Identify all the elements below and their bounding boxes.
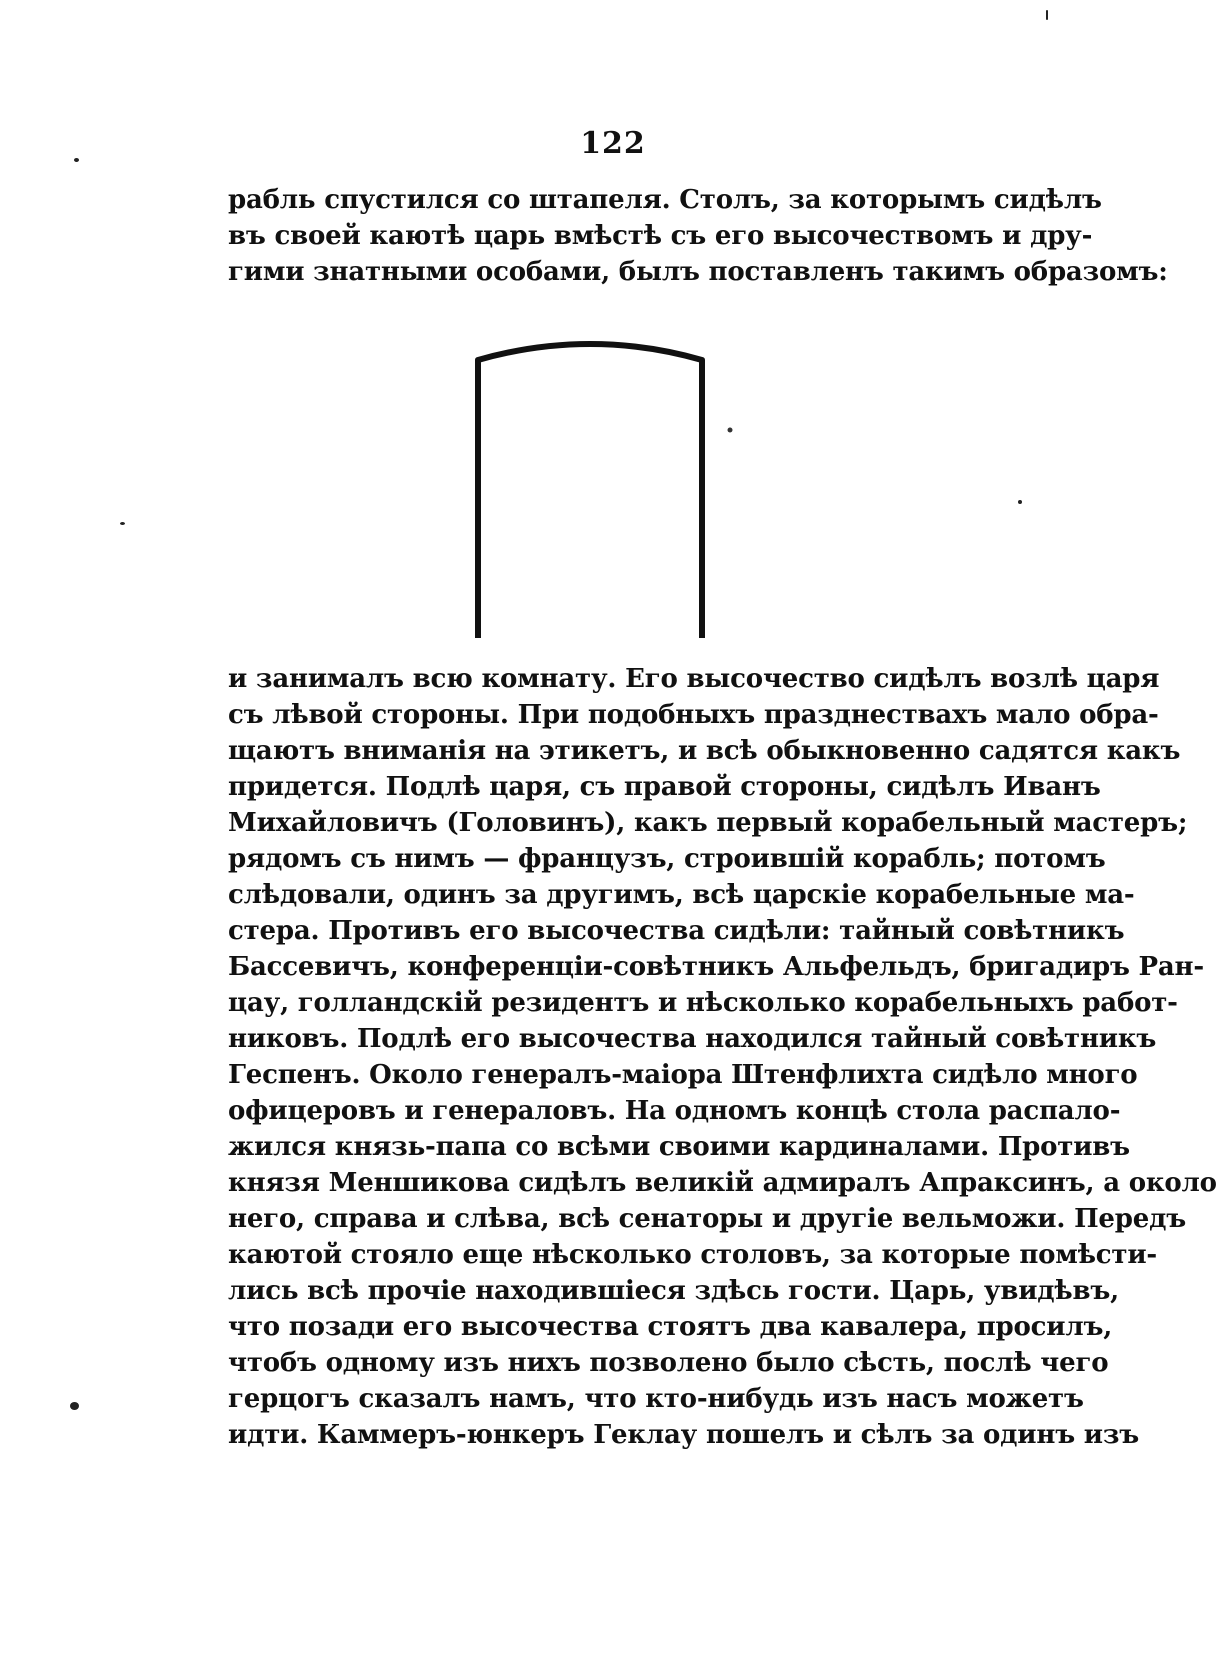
- paragraph-bottom: [228, 661, 1217, 1453]
- text-line: него, справа и слѣва, всѣ сенаторы и другіе вельможи. Передъ: [228, 1204, 1186, 1234]
- text-line: стера. Противъ его высочества сидѣли: тайный совѣтникъ: [228, 916, 1125, 946]
- text-line: герцогъ сказалъ намъ, что кто-нибудь изъ насъ можетъ: [228, 1384, 1084, 1414]
- text-line: въ своей каютѣ царь вмѣстѣ съ его высочествомъ и дру-: [228, 221, 1093, 251]
- table-outline-diagram-icon: [470, 320, 750, 640]
- text-line: щаютъ вниманія на этикетъ, и всѣ обыкновенно садятся какъ: [228, 736, 1181, 766]
- ink-speck: [74, 158, 79, 162]
- text-line: Бассевичъ, конференціи-совѣтникъ Альфельдъ, бригадиръ Ран-: [228, 952, 1204, 982]
- text-line: съ лѣвой стороны. При подобныхъ празднествахъ мало обра-: [228, 700, 1159, 730]
- text-line: офицеровъ и генераловъ. На одномъ концѣ стола распало-: [228, 1096, 1121, 1126]
- text-line: жился князь-папа со всѣми своими кардиналами. Противъ: [228, 1132, 1130, 1162]
- text-line: Геспенъ. Около генералъ-маіора Штенфлихта сидѣло много: [228, 1060, 1138, 1090]
- text-line: рабль спустился со штапеля. Столъ, за которымъ сидѣлъ: [228, 185, 1102, 215]
- ink-speck: [120, 522, 125, 525]
- text-line: слѣдовали, одинъ за другимъ, всѣ царскіе корабельные ма-: [228, 880, 1135, 910]
- page-number: 122: [580, 126, 646, 161]
- ink-speck: [70, 1402, 79, 1410]
- text-line: идти. Каммеръ-юнкеръ Геклау пошелъ и сѣлъ за одинъ изъ: [228, 1420, 1140, 1450]
- text-line: и занималъ всю комнату. Его высочество сидѣлъ возлѣ царя: [228, 664, 1160, 694]
- text-line: чтобъ одному изъ нихъ позволено было сѣсть, послѣ чего: [228, 1348, 1109, 1378]
- paragraph-top: [228, 182, 1168, 290]
- text-line: гими знатными особами, былъ поставленъ такимъ образомъ:: [228, 257, 1168, 287]
- text-line: придется. Подлѣ царя, съ правой стороны, сидѣлъ Иванъ: [228, 772, 1101, 802]
- ink-speck: [1018, 500, 1022, 504]
- ink-speck: [1046, 10, 1048, 20]
- text-line: князя Меншикова сидѣлъ великій адмиралъ Апраксинъ, а около: [228, 1168, 1217, 1198]
- text-line: Михайловичъ (Головинъ), какъ первый корабельный мастеръ;: [228, 808, 1188, 838]
- text-line: никовъ. Подлѣ его высочества находился тайный совѣтникъ: [228, 1024, 1157, 1054]
- text-line: каютой стояло еще нѣсколько столовъ, за которые помѣсти-: [228, 1240, 1157, 1270]
- text-line: что позади его высочества стоятъ два кавалера, просилъ,: [228, 1312, 1113, 1342]
- text-line: лись всѣ прочіе находившіеся здѣсь гости. Царь, увидѣвъ,: [228, 1276, 1119, 1306]
- text-line: рядомъ съ нимъ — французъ, строившій корабль; потомъ: [228, 844, 1106, 874]
- text-line: цау, голландскій резидентъ и нѣсколько корабельныхъ работ-: [228, 988, 1178, 1018]
